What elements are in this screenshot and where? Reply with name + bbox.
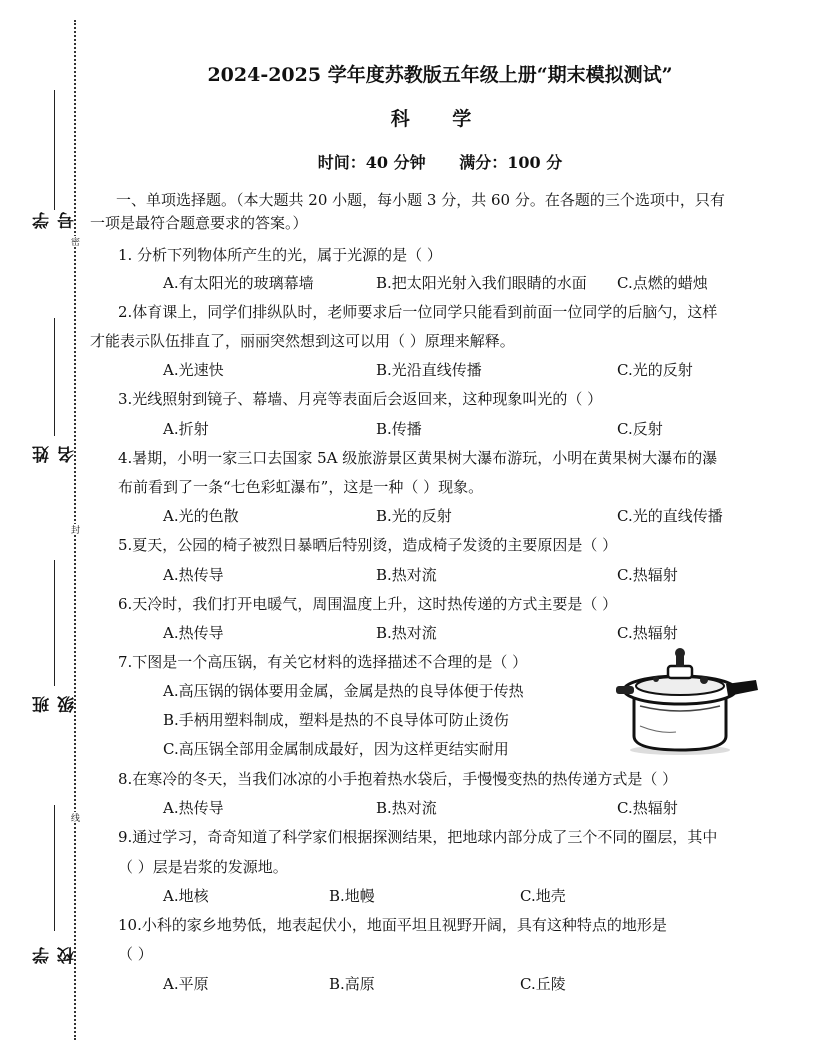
question-4-option-b[interactable]: B.光的反射 [376,507,452,525]
question-1-stem: 1. 分析下列物体所产生的光，属于光源的是（ ） [118,246,442,264]
school-blank[interactable] [54,805,55,931]
exam-meta [90,150,790,173]
question-6-option-b[interactable]: B.热对流 [376,624,437,642]
question-7-stem: 7.下图是一个高压锅，有关它材料的选择描述不合理的是（ ） [118,653,528,671]
question-1-option-c[interactable]: C.点燃的蜡烛 [617,274,708,292]
question-6-option-a[interactable]: A.热传导 [163,624,224,642]
question-3-option-c[interactable]: C.反射 [617,420,663,438]
pressure-cooker-image [600,646,760,758]
question-5-option-c[interactable]: C.热辐射 [617,566,678,584]
question-9-option-a[interactable]: A.地核 [163,887,209,905]
question-8-option-c[interactable]: C.热辐射 [617,799,678,817]
question-9-stem-1: 9.通过学习，奇奇知道了科学家们根据探测结果，把地球内部分成了三个不同的圈层，其中 [118,828,718,846]
question-8-option-b[interactable]: B.热对流 [376,799,437,817]
name-label: 姓名 [33,446,78,463]
question-6-stem: 6.天冷时，我们打开电暖气，周围温度上升，这时热传递的方式主要是（ ） [118,595,618,613]
question-10-option-a[interactable]: A.平原 [163,975,209,993]
student-number-label: 学号 [33,212,78,229]
question-9-stem-2: （ ）层是岩浆的发源地。 [118,858,288,876]
student-number-blank[interactable] [54,90,55,210]
school-label: 学校 [33,947,78,964]
question-7-option-a[interactable]: A.高压锅的锅体要用金属，金属是热的良导体便于传热 [163,682,524,700]
question-10-option-c[interactable]: C.丘陵 [520,975,566,993]
binding-margin [0,0,90,1056]
exam-title: 2024-2025 学年度苏教版五年级上册“期末模拟测试” [207,64,673,86]
question-10-option-b[interactable]: B.高原 [329,975,375,993]
seal-char-xian: 线 [69,813,79,822]
question-10-stem-2: （ ） [118,945,153,963]
seal-char-feng: 封 [69,525,79,534]
section-instruction-line-2: 一项是最符合题意要求的答案。） [90,214,308,232]
full-score: 满分：100 分 [459,153,563,172]
time-limit: 时间：40 分钟 [317,153,426,172]
question-4-stem-1: 4.暑期，小明一家三口去国家 5A 级旅游景区黄果树大瀑布游玩，小明在黄果树大瀑布的瀑 [118,449,718,467]
question-1-option-a[interactable]: A.有太阳光的玻璃幕墙 [163,274,314,292]
question-2-stem-2: 才能表示队伍排直了，丽丽突然想到这可以用（ ）原理来解释。 [90,332,515,350]
question-9-option-b[interactable]: B.地幔 [329,887,375,905]
question-4-option-c[interactable]: C.光的直线传播 [617,507,723,525]
question-2-stem-1: 2.体育课上，同学们排纵队时，老师要求后一位同学只能看到前面一位同学的后脑勺，这样 [118,303,718,321]
question-8-option-a[interactable]: A.热传导 [163,799,224,817]
class-blank[interactable] [54,560,55,686]
question-8-stem: 8.在寒冷的冬天，当我们冰凉的小手抱着热水袋后，手慢慢变热的热传递方式是（ ） [118,770,678,788]
question-3-stem: 3.光线照射到镜子、幕墙、月亮等表面后会返回来，这种现象叫光的（ ） [118,390,603,408]
section-instruction-line-1: 一、单项选择题。（本大题共 20 小题，每小题 3 分，共 60 分。在各题的三个选项中，只有 [116,191,725,209]
question-7-option-b[interactable]: B.手柄用塑料制成，塑料是热的不良导体可防止烫伤 [163,711,509,729]
question-1-option-b[interactable]: B.把太阳光射入我们眼睛的水面 [376,274,587,292]
question-2-option-b[interactable]: B.光沿直线传播 [376,361,482,379]
question-6-option-c[interactable]: C.热辐射 [617,624,678,642]
question-5-stem: 5.夏天，公园的椅子被烈日暴晒后特别烫，造成椅子发烫的主要原因是（ ） [118,536,618,554]
question-2-option-a[interactable]: A.光速快 [163,361,224,379]
subject-title: 科 学 [390,108,490,130]
question-9-option-c[interactable]: C.地壳 [520,887,566,905]
question-4-option-a[interactable]: A.光的色散 [163,507,239,525]
seal-char-mi: 密 [69,237,79,246]
question-7-option-c[interactable]: C.高压锅全部用金属制成最好，因为这样更结实耐用 [163,740,509,758]
question-5-option-a[interactable]: A.热传导 [163,566,224,584]
class-label: 班级 [33,696,78,713]
question-2-option-c[interactable]: C.光的反射 [617,361,693,379]
question-4-stem-2: 布前看到了一条“七色彩虹瀑布”，这是一种（ ）现象。 [118,478,484,496]
question-3-option-b[interactable]: B.传播 [376,420,422,438]
name-blank[interactable] [54,318,55,436]
question-3-option-a[interactable]: A.折射 [163,420,209,438]
question-10-stem-1: 10.小科的家乡地势低，地表起伏小，地面平坦且视野开阔，具有这种特点的地形是 [118,916,667,934]
question-5-option-b[interactable]: B.热对流 [376,566,437,584]
